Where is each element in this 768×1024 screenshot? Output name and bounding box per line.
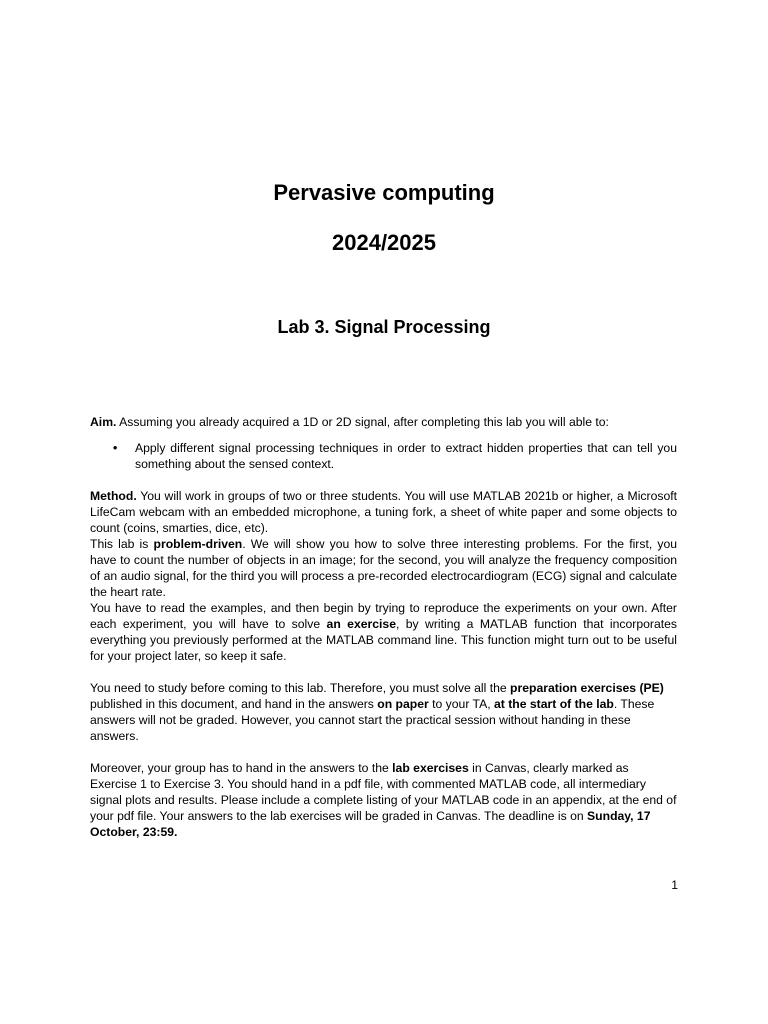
- preparation-paragraph: [90, 680, 677, 744]
- preparation-text-1: You need to study before coming to this lab. Therefore, you must solve all the: [90, 681, 511, 695]
- exercise-paragraph: [90, 600, 677, 664]
- problem-driven-bold: problem-driven: [153, 537, 243, 551]
- aim-label: Aim.: [90, 415, 117, 429]
- problem-prefix: This lab is: [90, 537, 154, 551]
- preparation-text-2: published in this document, and hand in the answers: [90, 697, 378, 711]
- on-paper-bold: on paper: [377, 697, 429, 711]
- deadline-bold: Sunday, 17 October, 23:59.: [90, 809, 651, 839]
- start-of-lab-bold: at the start of the lab: [494, 697, 614, 711]
- document-body: [90, 414, 677, 840]
- academic-year: 2024/2025: [332, 230, 436, 255]
- bullet-text: Apply different signal processing techniques in order to extract hidden properties that can tell you something about the sensed context.: [135, 441, 677, 471]
- problem-paragraph: [90, 536, 677, 600]
- lab-exercises-bold: lab exercises: [392, 761, 469, 775]
- aim-paragraph: [90, 414, 677, 430]
- exercise-rest: , by writing a MATLAB function that incorporates everything you previously performed at the MATLAB command line. This function might turn out to be useful for your project later, so keep it safe.: [90, 617, 677, 663]
- submission-text-1: Moreover, your group has to hand in the answers to the: [90, 761, 393, 775]
- aim-text: Assuming you already acquired a 1D or 2D signal, after completing this lab you will able to:: [116, 415, 609, 429]
- bullet-icon: •: [113, 441, 118, 455]
- exercise-prefix: You have to read the examples, and then begin by trying to reproduce the experiments on your own. After each experiment, you will have to solve: [90, 601, 677, 631]
- preparation-text-4: . These answers will not be graded. However, you cannot start the practical session without handing in these answers.: [90, 697, 655, 743]
- aim-bullet-list: [90, 440, 677, 472]
- course-title: Pervasive computing: [273, 180, 495, 205]
- submission-paragraph: [90, 760, 677, 840]
- method-label: Method.: [90, 489, 137, 503]
- submission-text-2: in Canvas, clearly marked as Exercise 1 to Exercise 3. You should hand in a pdf file, with commented MATLAB code, all intermediary signal plots and results. Please include a complete listing of your MATLAB code in an appendix, at the end of your pdf file. Your answers to the lab exercises will be graded in Canvas. The deadline is on: [90, 761, 677, 823]
- problem-rest: . We will show you how to solve three interesting problems. For the first, you have to count the number of objects in an image; for the second, you will analyze the frequency composition of an audio signal, for the third you will process a pre-recorded electrocardiogram (ECG) signal and calculate the heart rate.: [90, 537, 678, 599]
- method-paragraph: [90, 488, 677, 536]
- preparation-exercises-bold: preparation exercises (PE): [510, 681, 664, 695]
- page-number: 1: [671, 878, 678, 892]
- preparation-text-3: to your TA,: [428, 697, 495, 711]
- lab-title: Lab 3. Signal Processing: [277, 317, 491, 337]
- list-item: [90, 440, 677, 472]
- method-text: You will work in groups of two or three students. You will use MATLAB 2021b or higher, a Microsoft LifeCam webcam with an embedded microphone, a tuning fork, a sheet of white paper and some objects to count (coins, smarties, dice, etc).: [90, 489, 677, 535]
- exercise-bold: an exercise: [326, 617, 396, 631]
